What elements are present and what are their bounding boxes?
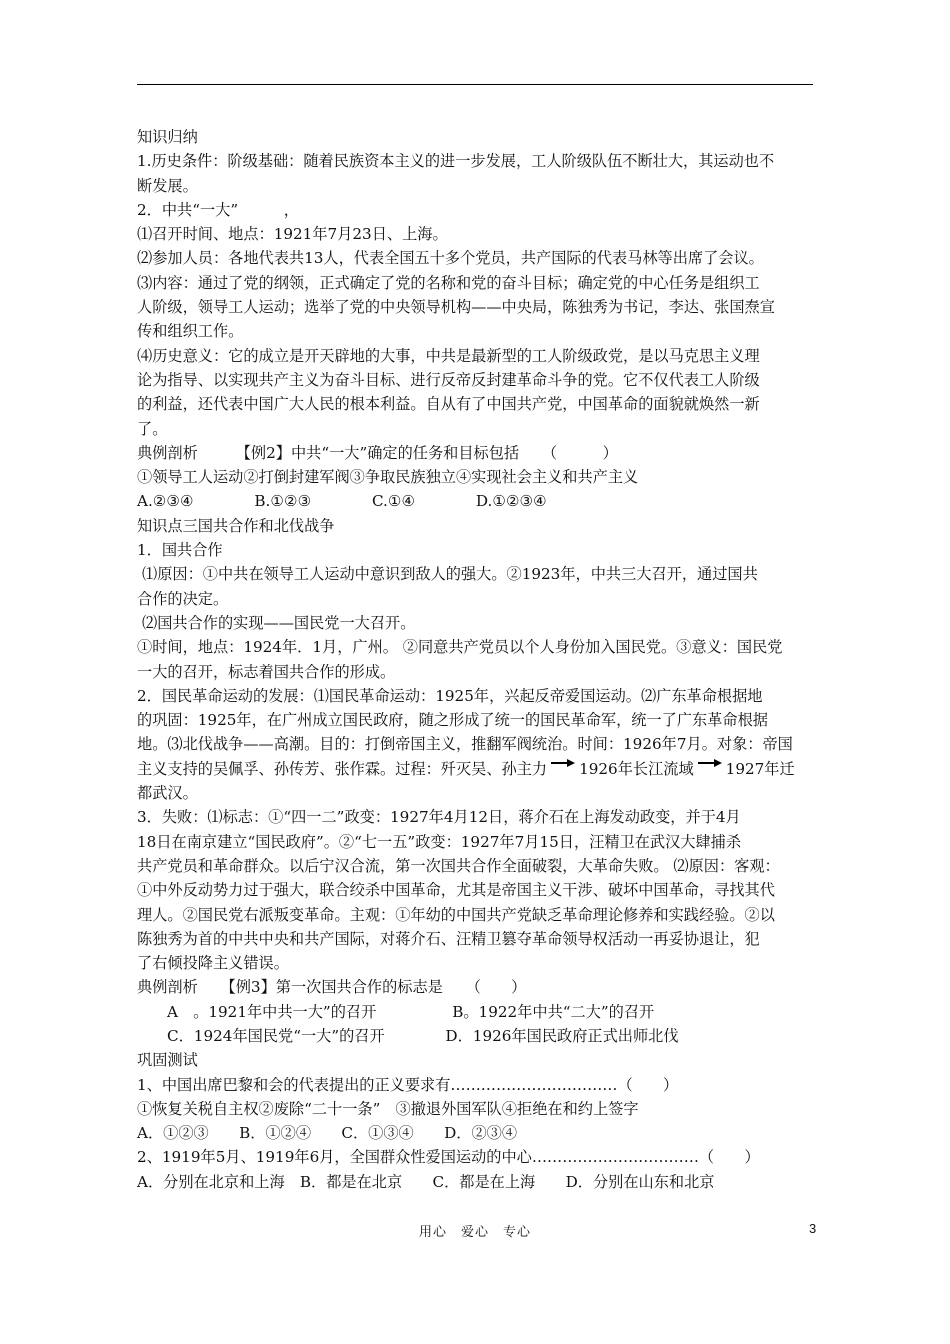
text-line: 1.历史条件：阶级基础：随着民族资本主义的进一步发展，工人阶级队伍不断壮大，其运动也不 — [137, 152, 775, 171]
text-line: 的利益，还代表中国广大人民的根本利益。自从有了中国共产党，中国革命的面貌就焕然一新 — [137, 395, 760, 414]
question-options: A.②③④ B.①②③ C.①④ D.①②③④ — [137, 492, 547, 511]
text-line: 一大的召开，标志着国共合作的形成。 — [137, 662, 396, 681]
text-line: 2．中共“一大” ， — [137, 200, 299, 219]
text-line: 都武汉。 — [137, 784, 198, 803]
text-segment: 1927年迁 — [725, 759, 795, 778]
text-line: 共产党员和革命群众。以后宁汉合流，第一次国共合作全面破裂，大革命失败。 ⑵原因：客观： — [137, 856, 780, 875]
text-line: ⑴原因：①中共在领导工人运动中意识到敌人的强大。②1923年，中共三大召开，通过国共 — [142, 565, 758, 584]
text-segment: 主义支持的吴佩孚、孙传芳、张作霖。过程：歼灭吴、孙主力 — [137, 759, 548, 778]
question-statements: ①领导工人运动②打倒封建军阀③争取民族独立④实现社会主义和共产主义 — [137, 468, 639, 487]
header-rule — [137, 84, 813, 85]
test-question: 1、中国出席巴黎和会的代表提出的正义要求有……………………………（ ） — [137, 1075, 679, 1094]
text-line: 3．失败：⑴标志：①“四一二”政变：1927年4月12日，蒋介石在上海发动政变，并于4月 — [137, 808, 741, 827]
text-line: ①时间，地点：1924年．1月，广州。 ②同意共产党员以个人身份加入国民党。③意义：国民党 — [137, 638, 783, 657]
section-heading: 知识归纳 — [137, 128, 198, 146]
footer-motto: 用心 爱心 专心 — [418, 1225, 531, 1240]
text-line: 断发展。 — [137, 176, 198, 195]
text-line: ①中外反动势力过于强大，联合绞杀中国革命，尤其是帝国主义干涉、破坏中国革命，寻找其代 — [137, 881, 775, 900]
text-segment: 1926年长江流域 — [579, 759, 694, 778]
text-line: 的巩固：1925年，在广州成立国民政府，随之形成了统一的国民革命军，统一了广东革命根据 — [137, 711, 768, 730]
page-number: 3 — [809, 1221, 817, 1236]
question-options: A．分别在北京和上海 B．都是在北京 C．都是在上海 D．分别在山东和北京 — [137, 1172, 715, 1191]
text-line: 论为指导、以实现共产主义为奋斗目标、进行反帝反封建革命斗争的党。它不仅代表工人阶级 — [137, 370, 760, 389]
question-statements: ①恢复关税自主权②废除“二十一条” ③撤退外国军队④拒绝在和约上签字 — [137, 1099, 639, 1118]
question-options: C．1924年国民党“一大”的召开 D．1926年国民政府正式出师北伐 — [167, 1026, 679, 1045]
text-line: 18日在南京建立“国民政府”。②“七一五”政变：1927年7月15日，汪精卫在武汉大肆捕杀 — [137, 832, 742, 851]
text-line: ⑶内容：通过了党的纲领，正式确定了党的名称和党的奋斗目标；确定党的中心任务是组织工 — [137, 273, 760, 292]
text-line: ⑴召开时间、地点：1921年7月23日、上海。 — [137, 225, 448, 244]
text-line: 人阶级，领导工人运动；选举了党的中央领导机构——中央局，陈独秀为书记，李达、张国焘宣 — [137, 298, 775, 317]
text-line: 1．国共合作 — [137, 541, 223, 560]
section-heading: 知识点三国共合作和北伐战争 — [137, 516, 335, 535]
text-line: 陈独秀为首的中共中央和共产国际，对蒋介石、汪精卫篡夺革命领导权活动一再妥协退让，犯 — [137, 929, 760, 948]
right-arrow-icon — [698, 759, 722, 767]
text-line: 了右倾投降主义错误。 — [137, 954, 289, 973]
test-question: 2、1919年5月、1919年6月，全国群众性爱国运动的中心……………………………（ ） — [137, 1148, 760, 1167]
document-body — [137, 125, 817, 1194]
example-question: 典例剖析 【例2】中共“一大”确定的任务和目标包括 （ ） — [137, 443, 618, 462]
section-heading: 巩固测试 — [137, 1051, 198, 1070]
right-arrow-icon — [551, 759, 575, 767]
text-line: 合作的决定。 — [137, 589, 229, 608]
text-line: 理人。②国民党右派叛变革命。主观：①年幼的中国共产党缺乏革命理论修养和实践经验。②以 — [137, 905, 775, 924]
text-line: 了。 — [137, 419, 168, 438]
text-line: 2．国民革命运动的发展：⑴国民革命运动：1925年，兴起反帝爱国运动。⑵广东革命根据地 — [137, 686, 763, 705]
text-line: 地。⑶北伐战争——高潮。目的：打倒帝国主义，推翻军阀统治。时间：1926年7月。对象：帝国 — [137, 735, 793, 754]
text-line: ⑵国共合作的实现——国民党一大召开。 — [142, 613, 416, 632]
text-line: ⑵参加人员：各地代表共13人，代表全国五十多个党员，共产国际的代表马林等出席了会议。 — [137, 249, 764, 268]
text-line: ⑷历史意义：它的成立是开天辟地的大事，中共是最新型的工人阶级政党，是以马克思主义理 — [137, 346, 760, 365]
text-line-with-arrows — [137, 757, 817, 781]
question-options: A 。1921年中共一大”的召开 B。1922年中共“二大”的召开 — [167, 1002, 655, 1021]
example-question: 典例剖析 【例3】第一次国共合作的标志是 （ ） — [137, 978, 527, 997]
question-options: A．①②③ B．①②④ C．①③④ D．②③④ — [137, 1124, 518, 1143]
text-line: 传和组织工作。 — [137, 322, 244, 341]
